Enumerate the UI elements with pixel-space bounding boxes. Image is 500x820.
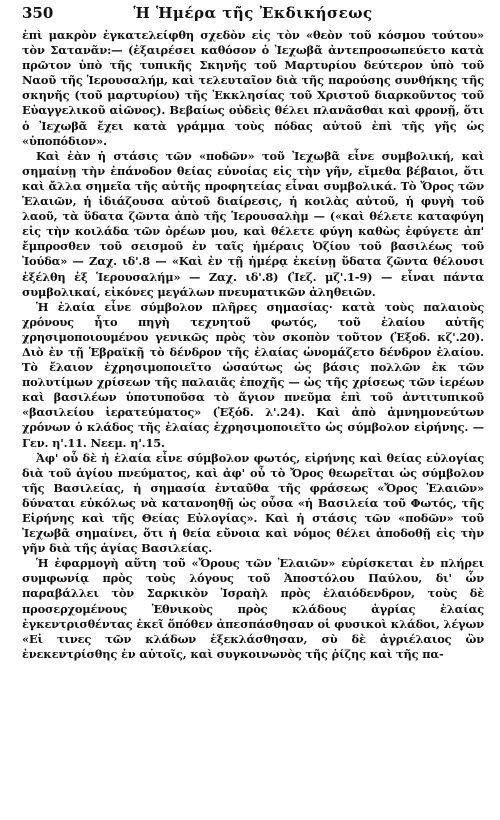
running-title: Ἡ Ἡμέρα τῆς Ἐκδικήσεως	[133, 4, 373, 22]
paragraph: ἐπὶ μακρὸν ἐγκατελείφθη σχεδὸν εἰς τὸν «θεὸν τοῦ κόσμου τούτου» τὸν Σατανᾶν:— (ἐξαιρέσει καθόσον ὁ Ἰεχωβᾶ ἀντεπροσωπεύετο κατὰ πρῶτον ὑπὸ τῆς τυπικῆς Σκηνῆς τοῦ Μαρτυρίου δεύτερον ὑπὸ τοῦ Ναοῦ τῆς Ἱερουσαλήμ, καὶ τελευταῖον διὰ τῆς παρούσης συνθήκης τῆς σκηνῆς (τοῦ μαρτυρίου) τῆς Ἐκκλησίας τοῦ Χριστοῦ διαρκοῦντος τοῦ Εὐαγγελικοῦ αἰῶνος). Βεβαίως οὐδεὶς θέλει πλανᾶσθαι καὶ φρονῇ, ὅτι ὁ Ἰεχωβᾶ ἔχει κατὰ γράμμα τοὺς πόδας αὐτοῦ ἐπὶ τῆς γῆς ὡς «ὑποπόδιον».	[22, 28, 484, 148]
paragraph: Ἡ ἐλαία εἶνε σύμβολον πλῆρες σημασίας· κατὰ τοὺς παλαιοὺς χρόνους ἦτο πηγὴ τεχνητοῦ φωτός, τοῦ ἐλαίου αὐτῆς χρησιμοποιουμένου γενικῶς πρὸς τὸν σκοπὸν τοῦτον (Ἐξοδ. κζ'.20). Διὸ ἐν τῇ Ἑβραϊκῇ τὸ δένδρον τῆς ἐλαίας ὠνομάζετο δένδρον ἐλαίου. Τὸ ἔλαιον ἐχρησιμοποιεῖτο ὡσαύτως ὡς βάσις πολλῶν ἐκ τῶν πολυτίμων χρίσεων τῆς παλαιᾶς ἐποχῆς — ὡς τῆς χρίσεως τῶν ἱερέων καὶ βασιλέων ὑποτυποῦσα τὸ ἅγιον πνεῦμα ἐπὶ τοῦ ἀντιτυπικοῦ «βασιλείου ἱερατεύματος» (Ἐξόδ. λ'.24). Καὶ ἀπὸ ἀμνημονεύτων χρόνων ὁ κλάδος τῆς ἐλαίας ἐχρησιμοποιεῖτο ὡς σύμβολον εἰρήνης. — Γεν. η'.11. Νεεμ. η'.15.	[22, 299, 484, 450]
page-header	[22, 4, 484, 24]
page-number: 350	[22, 4, 54, 22]
paragraph: Ἀφ' οὗ δὲ ἡ ἐλαία εἶνε σύμβολον φωτός, εἰρήνης καὶ θείας εὐλογίας διὰ τοῦ ἁγίου πνεύματος, καὶ ἀφ' οὗ τὸ Ὄρος θεωρεῖται ὡς σύμβολον τῆς Βασιλείας, ἡ σημασία ἐνταῦθα τῆς φράσεως «Ὄρος Ἐλαιῶν» δύναται εὐκόλως νὰ κατανοηθῇ ὡς οὖσα «ἡ Βασιλεία τοῦ Φωτός, τῆς Εἰρήνης καὶ τῆς Θείας Εὐλογίας». Καὶ ἡ στάσις τῶν «ποδῶν» τοῦ Ἰεχωβᾶ σημαίνει, ὅτι ἡ θεία εὔνοια καὶ νόμος θέλει ἀποδοθῇ εἰς τὴν γῆν διὰ τῆς ἁγίας Βασιλείας.	[22, 450, 484, 556]
paragraph: Ἡ ἐφαρμογὴ αὕτη τοῦ «Ὄρους τῶν Ἐλαιῶν» εὑρίσκεται ἐν πλήρει συμφωνίᾳ πρὸς τοὺς λόγους τοῦ Ἀποστόλου Παύλου, δι' ὧν παραβάλλει τὸν Σαρκικὸν Ἰσραὴλ πρὸς ἐλαιόδενδρον, τοὺς δὲ προσερχομένους Ἐθνικοὺς πρὸς κλάδους ἀγρίας ἐλαίας ἐγκεντρισθέντας ἐκεῖ ὅπόθεν ἀπεσπάσθησαν οἱ φυσικοὶ κλάδοι, λέγων «Εἰ τινες τῶν κλάδων ἐξεκλάσθησαν, σὺ δὲ ἀγριέλαιος ὢν ἐνεκεντρίσθης ἐν αὐτοῖς, καὶ συγκοινωνὸς τῆς ῥίζης καὶ τῆς πα-	[22, 556, 484, 661]
body-text	[22, 28, 484, 662]
paragraph: Καὶ ἐὰν ἡ στάσις τῶν «ποδῶν» τοῦ Ἰεχωβᾶ εἶνε συμβολική, καὶ σημαίνῃ τὴν ἐπάνοδον θείας εὐνοίας εἰς τὴν γῆν, εἴμεθα βέβαιοι, ὅτι καὶ ἄλλα σημεῖα τῆς αὐτῆς προφητείας εἶναι συμβολικά. Τὸ Ὄρος τῶν Ἐλαιῶν, ἡ ἰδιάζουσα αὐτοῦ διαίρεσις, ἡ κοιλὰς αὐτοῦ, ἡ φυγὴ τοῦ λαοῦ, τὰ ὕδατα ζῶντα ἀπὸ τῆς Ἱερουσαλὴμ — («καὶ θέλετε καταφύγη εἰς τὴν κοιλάδα τῶν ὀρέων μου, καὶ θέλετε φύγη καθὼς ἐφύγετε ἀπ' ἔμπροσθεν τοῦ σεισμοῦ ἐν ταῖς ἡμέραις Ὀζίου τοῦ βασιλέως τοῦ Ἰούδα» — Ζαχ. ιδ'.8 — «Καὶ ἐν τῇ ἡμέρᾳ ἐκείνῃ ὕδατα ζῶντα θέλουσι ἐξέλθη ἐξ Ἱερουσαλήμ» — Ζαχ. ιδ'.8) (Ἰεζ. μζ'.1-9) — εἶναι πάντα συμβολικαί, εἰκόνες μεγάλων πνευματικῶν ἀληθειῶν.	[22, 148, 484, 299]
